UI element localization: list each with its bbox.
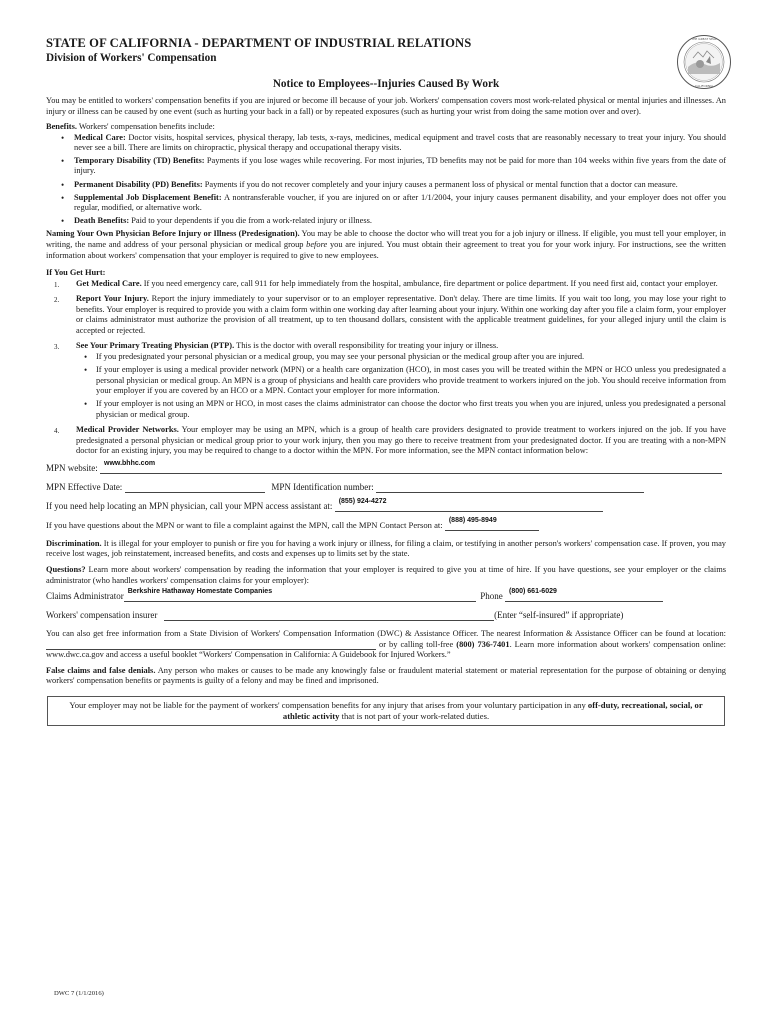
list-item: • Medical Care: Doctor visits, hospital services, physical therapy, lab tests, x-rays, medicines, medical equipment and travel costs that are reasonably necessary to treat your injury. You should never see a bill. There are limits on chiropractic, physical therapy and occupational therapy visits. [74, 133, 726, 153]
list-item: • If your employer is not using an MPN or HCO, in most cases the claims administrator can choose the doctor who first treats you when you are injured, unless you predesignated a personal physician or medical group. [96, 399, 726, 420]
mpn-contact-label: If you have questions about the MPN or want to file a complaint against the MPN, call the MPN Contact Person at: [46, 519, 443, 530]
mpn-assistant-row [46, 497, 726, 515]
discrimination-paragraph: Discrimination. It is illegal for your employer to punish or fire you for having a work injury or illness, for filing a claim, or testifying in another person's workers' compensation case. If proven, you may receive lost wages, job reinstatement, increased benefits, and costs and expenses up to limits set by the state. [46, 538, 726, 559]
mpn-id-field[interactable] [376, 481, 644, 493]
intro-paragraph: You may be entitled to workers' compensation benefits if you are injured or become ill because of your job. Workers' compensation covers most work-related physical or mental injuries and illnesses. An injury or illness can be caused by one event (such as hurting your back in a fall) or by repeated exposures (such as hurting your wrist from doing the same motion over and over). [46, 96, 726, 116]
claims-phone-field[interactable]: (800) 661-6029 [505, 590, 663, 602]
claims-admin-label: Claims Administrator [46, 591, 124, 602]
list-item: • Temporary Disability (TD) Benefits: Payments if you lose wages while recovering. For most injuries, TD benefits may not be paid for more than 104 weeks within five years from the date of injury. [74, 156, 726, 176]
insurer-label: Workers' compensation insurer [46, 610, 158, 621]
false-claims-paragraph: False claims and false denials. Any person who makes or causes to be made any knowingly false or fraudulent material statement or material representation for the purpose of obtaining or denying workers' compensation benefits or payments is guilty of a felony and may be fined and imprisoned. [46, 665, 726, 686]
list-item: • Death Benefits: Paid to your dependents if you die from a work-related injury or illness. [74, 216, 726, 226]
svg-text:CALIFORNIA: CALIFORNIA [694, 84, 714, 88]
mpn-contact-phone-field[interactable]: (888) 495-8949 [445, 519, 539, 531]
insurer-field[interactable] [164, 609, 494, 621]
ptp-sublist [76, 352, 726, 420]
liability-notice-box: Your employer may not be liable for the payment of workers' compensation benefits for any injury that arises from your voluntary participation in any off-duty, recreational, social, or athletic activity that is not part of your work-related duties. [47, 696, 725, 726]
claims-admin-row [46, 590, 726, 605]
benefits-intro: Benefits. Workers' compensation benefits include: [46, 122, 215, 132]
form-number: DWC 7 (1/1/2016) [54, 990, 104, 997]
list-item: • Supplemental Job Displacement Benefit: A nontransferable voucher, if you are injured on or after 1/1/2004, your injury causes permanent disability, and your employer does not offer you regular, modified, or alternative work. [74, 193, 726, 213]
list-item: 4. Medical Provider Networks. Your employer may be using an MPN, which is a group of health care providers designated to provide treatment to workers injured on the job. If you have predesignated a personal physician or medical group prior to your work injury, then you may go there to receive treatment from your predesignated doctor. If you are treating with a non-MPN doctor for an existing injury, you may be required to change to a doctor within the MPN. For more information, see the MPN contact information below: [54, 425, 726, 456]
mpn-assistant-phone-field[interactable]: (855) 924-4272 [335, 500, 603, 512]
if-hurt-list [46, 279, 726, 457]
mpn-contact-row [46, 516, 726, 534]
benefits-heading: Benefits. [46, 122, 77, 132]
mpn-effective-date-label: MPN Effective Date: [46, 481, 123, 492]
mpn-effective-date-field[interactable] [125, 481, 265, 493]
questions-paragraph: Questions? Learn more about workers' compensation by reading the information that your employer is required to give you at time of hire. If you have questions, see your employer or the claims administrator (who handles workers' compensation claims for your employer): [46, 564, 726, 585]
document-page [46, 36, 726, 726]
agency-heading: STATE OF CALIFORNIA - DEPARTMENT OF INDUSTRIAL RELATIONS [46, 36, 472, 50]
mpn-id-label: MPN Identification number: [271, 481, 374, 492]
page-title: Notice to Employees--Injuries Caused By Work [272, 78, 500, 90]
claims-admin-field[interactable]: Berkshire Hathaway Homestate Companies [124, 590, 476, 602]
mpn-assistant-label: If you need help locating an MPN physician, call your MPN access assistant at: [46, 500, 333, 511]
if-hurt-heading: If You Get Hurt: [46, 268, 106, 278]
predesignation-heading: Naming Your Own Physician Before Injury or Illness (Predesignation). [46, 229, 300, 239]
mpn-website-field[interactable]: www.bhhc.com [100, 462, 722, 474]
mpn-date-row [46, 481, 726, 496]
list-item: • If you predesignated your personal physician or a medical group, you may see your personal physician or the medical group after you are injured. [96, 352, 726, 362]
svg-text:THE GREAT SEAL: THE GREAT SEAL [691, 37, 717, 42]
list-item: 3. See Your Primary Treating Physician (PTP). This is the doctor with overall responsibility for treating your injury or illness. • If you predesignated your personal physician or a medical group, you may see your personal physician or the medical group after you are injured. • If your employer is using a medical provider network (MPN) or a health care organization (HCO), in most cases you will be treated within the MPN or HCO unless you predesignated a personal physician or medical group. An MPN is a group of physicians and health care providers who provide treatment to workers injured on the job. You should receive information from your employer if you are covered by an HCO or a MPN. Contact your employer for more information. • If your employer is not using an MPN or HCO, in most cases the claims administrator can choose the doctor who first treats you when you are injured, unless you predesignated a personal physician or medical group. [76, 341, 726, 420]
dwc-location-field[interactable] [46, 640, 376, 650]
list-item: 1. Get Medical Care. If you need emergency care, call 911 for help immediately from the hospital, ambulance, fire department or police department. If you need first aid, contact your employer. [54, 278, 718, 289]
dwc-info-paragraph: You can also get free information from a State Division of Workers' Compensation Information (DWC) & Assistance Officer. The nearest Information & Assistance Officer can be found at location: or by calling toll-free (800) 736-7401. Learn more information about workers' compensation online: www.dwc.ca.gov and access a useful booklet “Workers' Compensation in California: A Guidebook for Injured Workers.” [46, 629, 727, 660]
mpn-website-row [46, 459, 726, 477]
list-item: • Permanent Disability (PD) Benefits: Payments if you do not recover completely and your injury causes a permanent loss of physical or mental function that a doctor can measure. [74, 180, 726, 190]
predesignation-paragraph: Naming Your Own Physician Before Injury or Illness (Predesignation). You may be able to choose the doctor who will treat you for a job injury or illness. If eligible, you must tell your employer, in writing, the name and address of your personal physician or medical group before you are injured. You must obtain their agreement to treat you for your work injury. For instructions, see the written information about workers' compensation that your employer is required to give to new employees. [46, 229, 726, 260]
insurer-row [46, 609, 726, 624]
list-item: 2. Report Your Injury. Report the injury immediately to your supervisor or to an employer representative. Don't delay. There are time limits. If you wait too long, you may lose your right to benefits. Your employer is required to provide you with a claim form within one working day after learning about your injury. Within one working day after you file a claim form, your employer or claims administrator must authorize the provision of all treatment, up to ten thousand dollars, consistent with the applicable treatment guidelines, for your alleged injury until the claim is accepted or rejected. [54, 294, 726, 335]
list-item: • If your employer is using a medical provider network (MPN) or a health care organization (HCO), in most cases you will be treated within the MPN or HCO unless you predesignated a personal physician or medical group. An MPN is a group of physicians and health care providers who provide treatment to workers injured on the job. You should receive information from your employer if you are covered by an HCO or a MPN. Contact your employer for more information. [96, 365, 726, 396]
mpn-website-label: MPN website: [46, 462, 98, 473]
phone-label: Phone [480, 591, 503, 602]
dwc-phone: (800) 736-7401 [456, 639, 510, 649]
division-heading: Division of Workers' Compensation [46, 52, 217, 64]
insurer-note: (Enter “self-insured” if appropriate) [494, 610, 624, 621]
benefits-list [46, 133, 726, 227]
